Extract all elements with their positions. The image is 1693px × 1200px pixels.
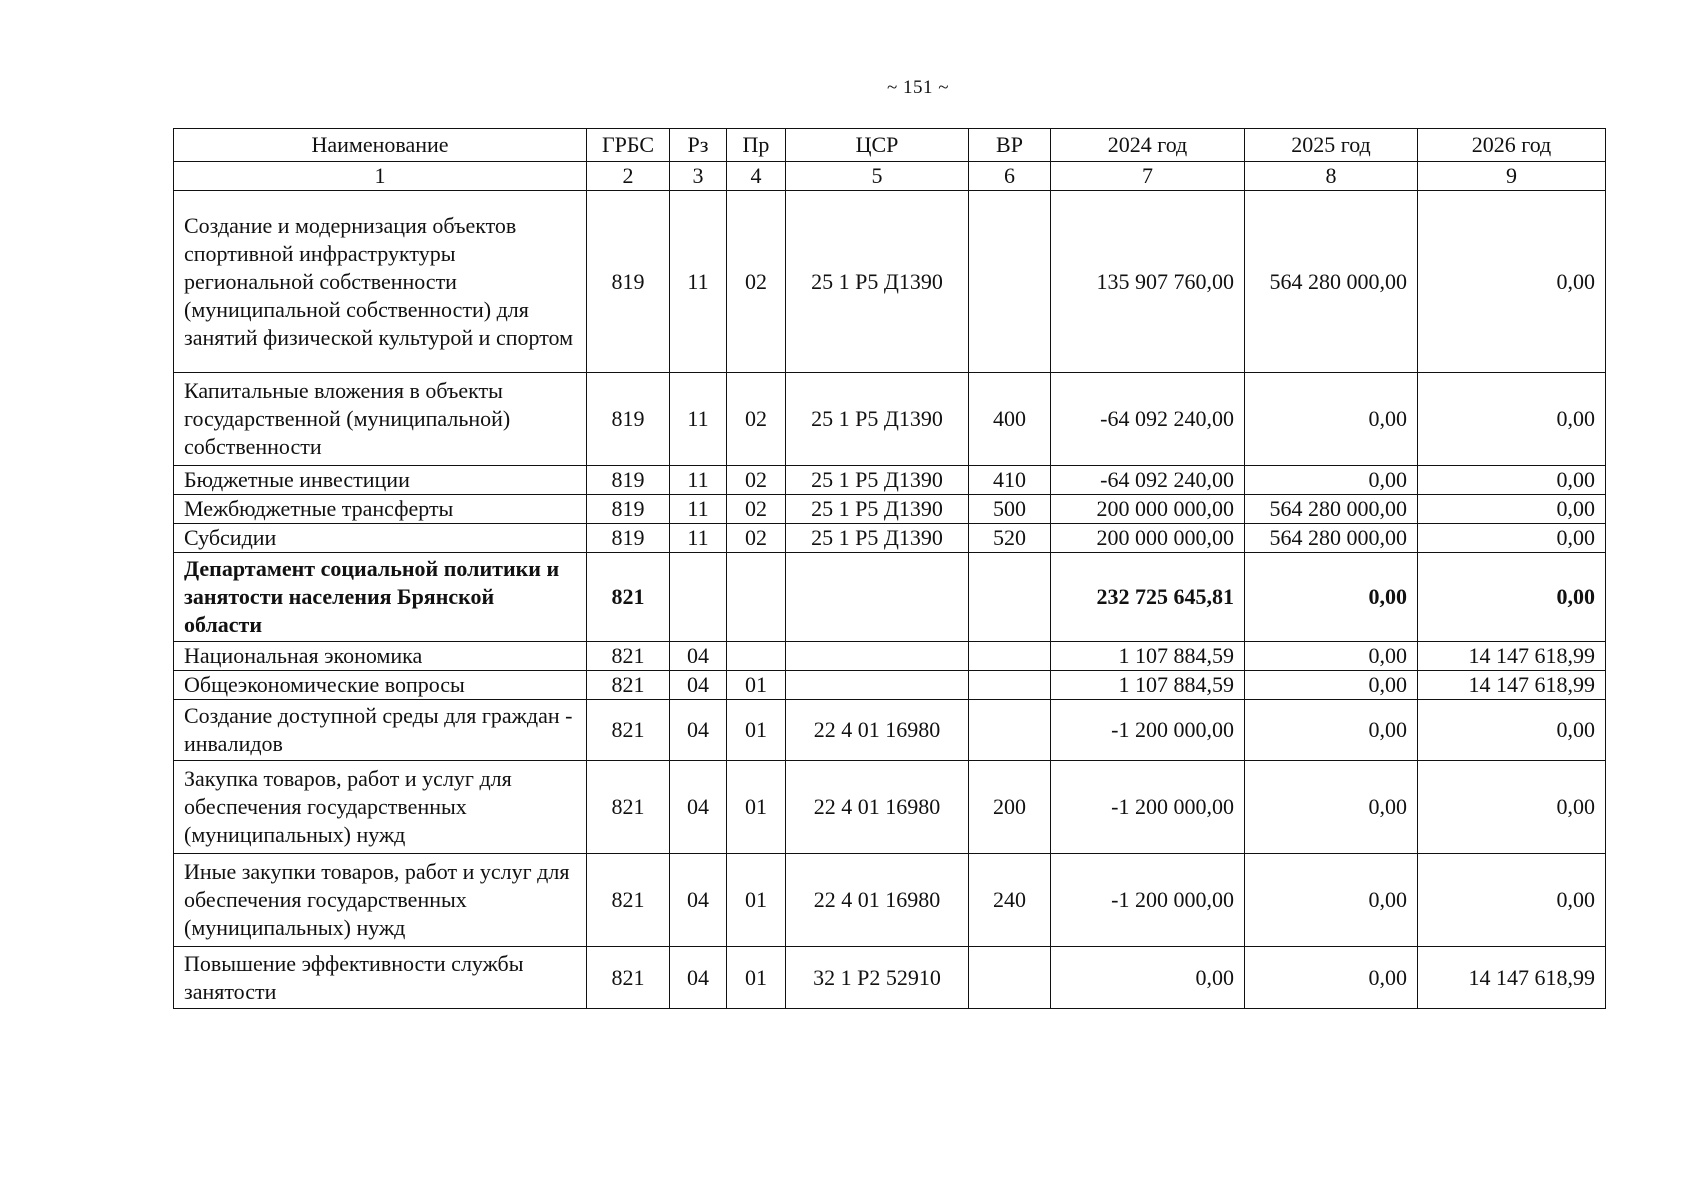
table-row	[174, 191, 1606, 373]
cell-name: Межбюджетные трансферты	[174, 495, 587, 524]
table-row	[174, 642, 1606, 671]
cell-name: Бюджетные инвестиции	[174, 466, 587, 495]
cell-2025: 0,00	[1245, 761, 1418, 854]
cell-2024: -1 200 000,00	[1051, 700, 1245, 761]
table-row	[174, 761, 1606, 854]
cell-vr	[969, 191, 1051, 373]
cell-name: Национальная экономика	[174, 642, 587, 671]
cell-csr: 22 4 01 16980	[786, 761, 969, 854]
cell-grbs: 821	[587, 700, 670, 761]
header-pr: Пр	[727, 129, 786, 162]
cell-2024: 200 000 000,00	[1051, 495, 1245, 524]
cell-name: Создание и модернизация объектов спортивной инфраструктуры региональной собственности (муниципальной собственности) для занятий физической культурой и спортом	[174, 191, 587, 373]
budget-table	[173, 128, 1606, 1009]
cell-pr	[727, 553, 786, 642]
cell-rz: 11	[670, 466, 727, 495]
cell-grbs: 821	[587, 947, 670, 1009]
cell-csr: 22 4 01 16980	[786, 854, 969, 947]
cell-2025: 0,00	[1245, 553, 1418, 642]
cell-vr: 200	[969, 761, 1051, 854]
cell-csr	[786, 642, 969, 671]
cell-pr: 02	[727, 524, 786, 553]
cell-2025: 0,00	[1245, 700, 1418, 761]
cell-name: Повышение эффективности службы занятости	[174, 947, 587, 1009]
cell-pr: 01	[727, 700, 786, 761]
header-row	[174, 129, 1606, 162]
cell-name: Общеэкономические вопросы	[174, 671, 587, 700]
cell-vr	[969, 553, 1051, 642]
column-number: 7	[1051, 162, 1245, 191]
table-row	[174, 373, 1606, 466]
cell-vr	[969, 947, 1051, 1009]
cell-name: Иные закупки товаров, работ и услуг для обеспечения государственных (муниципальных) нужд	[174, 854, 587, 947]
cell-pr: 01	[727, 761, 786, 854]
header-2026: 2026 год	[1418, 129, 1606, 162]
cell-2025: 0,00	[1245, 466, 1418, 495]
cell-name: Субсидии	[174, 524, 587, 553]
cell-2026: 14 147 618,99	[1418, 947, 1606, 1009]
cell-csr	[786, 553, 969, 642]
cell-name: Закупка товаров, работ и услуг для обеспечения государственных (муниципальных) нужд	[174, 761, 587, 854]
cell-pr	[727, 642, 786, 671]
cell-name: Капитальные вложения в объекты государственной (муниципальной) собственности	[174, 373, 587, 466]
cell-grbs: 819	[587, 524, 670, 553]
cell-2026: 0,00	[1418, 495, 1606, 524]
cell-rz: 11	[670, 524, 727, 553]
page-number: ~ 151 ~	[886, 77, 950, 98]
header-rz: Рз	[670, 129, 727, 162]
cell-grbs: 821	[587, 761, 670, 854]
cell-2025: 0,00	[1245, 947, 1418, 1009]
cell-pr: 02	[727, 191, 786, 373]
table-row	[174, 700, 1606, 761]
cell-2024: 1 107 884,59	[1051, 671, 1245, 700]
header-csr: ЦСР	[786, 129, 969, 162]
cell-2026: 14 147 618,99	[1418, 671, 1606, 700]
cell-pr: 02	[727, 373, 786, 466]
cell-csr: 25 1 Р5 Д1390	[786, 495, 969, 524]
cell-2024: 135 907 760,00	[1051, 191, 1245, 373]
cell-name: Департамент социальной политики и занятости населения Брянской области	[174, 553, 587, 642]
cell-vr: 410	[969, 466, 1051, 495]
column-number: 6	[969, 162, 1051, 191]
cell-2024: -1 200 000,00	[1051, 854, 1245, 947]
column-number: 3	[670, 162, 727, 191]
cell-grbs: 821	[587, 671, 670, 700]
cell-grbs: 821	[587, 854, 670, 947]
column-number: 5	[786, 162, 969, 191]
cell-2024: 200 000 000,00	[1051, 524, 1245, 553]
cell-2025: 0,00	[1245, 373, 1418, 466]
cell-pr: 01	[727, 854, 786, 947]
cell-vr: 520	[969, 524, 1051, 553]
cell-rz: 04	[670, 671, 727, 700]
cell-csr: 32 1 Р2 52910	[786, 947, 969, 1009]
cell-2026: 14 147 618,99	[1418, 642, 1606, 671]
cell-2026: 0,00	[1418, 761, 1606, 854]
cell-rz: 11	[670, 495, 727, 524]
table-row	[174, 524, 1606, 553]
cell-2024: 0,00	[1051, 947, 1245, 1009]
cell-grbs: 819	[587, 191, 670, 373]
cell-2026: 0,00	[1418, 700, 1606, 761]
column-number-row	[174, 162, 1606, 191]
column-number: 8	[1245, 162, 1418, 191]
column-number: 9	[1418, 162, 1606, 191]
cell-2025: 564 280 000,00	[1245, 191, 1418, 373]
cell-grbs: 821	[587, 642, 670, 671]
cell-rz: 11	[670, 373, 727, 466]
cell-grbs: 819	[587, 373, 670, 466]
cell-2024: 1 107 884,59	[1051, 642, 1245, 671]
table-row	[174, 671, 1606, 700]
cell-csr: 25 1 Р5 Д1390	[786, 373, 969, 466]
cell-2025: 0,00	[1245, 642, 1418, 671]
header-2025: 2025 год	[1245, 129, 1418, 162]
cell-2026: 0,00	[1418, 524, 1606, 553]
cell-2025: 0,00	[1245, 854, 1418, 947]
cell-rz	[670, 553, 727, 642]
table-row	[174, 553, 1606, 642]
cell-pr: 02	[727, 466, 786, 495]
header-grbs: ГРБС	[587, 129, 670, 162]
cell-grbs: 819	[587, 495, 670, 524]
cell-rz: 04	[670, 854, 727, 947]
cell-csr: 25 1 Р5 Д1390	[786, 466, 969, 495]
cell-csr: 25 1 Р5 Д1390	[786, 191, 969, 373]
cell-rz: 04	[670, 642, 727, 671]
cell-name: Создание доступной среды для граждан - инвалидов	[174, 700, 587, 761]
header-name: Наименование	[174, 129, 587, 162]
cell-vr: 400	[969, 373, 1051, 466]
cell-grbs: 821	[587, 553, 670, 642]
column-number: 4	[727, 162, 786, 191]
cell-2024: -64 092 240,00	[1051, 466, 1245, 495]
table-body	[174, 191, 1606, 1009]
cell-rz: 11	[670, 191, 727, 373]
cell-rz: 04	[670, 700, 727, 761]
table-row	[174, 854, 1606, 947]
cell-vr	[969, 671, 1051, 700]
cell-vr	[969, 642, 1051, 671]
cell-csr: 22 4 01 16980	[786, 700, 969, 761]
cell-2026: 0,00	[1418, 553, 1606, 642]
cell-vr: 500	[969, 495, 1051, 524]
column-number: 2	[587, 162, 670, 191]
cell-2025: 564 280 000,00	[1245, 524, 1418, 553]
cell-2024: -1 200 000,00	[1051, 761, 1245, 854]
cell-2025: 0,00	[1245, 671, 1418, 700]
cell-grbs: 819	[587, 466, 670, 495]
cell-pr: 01	[727, 671, 786, 700]
cell-2024: 232 725 645,81	[1051, 553, 1245, 642]
cell-pr: 01	[727, 947, 786, 1009]
cell-2026: 0,00	[1418, 373, 1606, 466]
cell-csr: 25 1 Р5 Д1390	[786, 524, 969, 553]
cell-2025: 564 280 000,00	[1245, 495, 1418, 524]
cell-csr	[786, 671, 969, 700]
cell-2026: 0,00	[1418, 854, 1606, 947]
cell-vr	[969, 700, 1051, 761]
cell-2024: -64 092 240,00	[1051, 373, 1245, 466]
header-vr: ВР	[969, 129, 1051, 162]
cell-pr: 02	[727, 495, 786, 524]
cell-2026: 0,00	[1418, 191, 1606, 373]
table-row	[174, 495, 1606, 524]
cell-2026: 0,00	[1418, 466, 1606, 495]
cell-rz: 04	[670, 947, 727, 1009]
table-row	[174, 947, 1606, 1009]
cell-rz: 04	[670, 761, 727, 854]
table-row	[174, 466, 1606, 495]
column-number: 1	[174, 162, 587, 191]
cell-vr: 240	[969, 854, 1051, 947]
header-2024: 2024 год	[1051, 129, 1245, 162]
